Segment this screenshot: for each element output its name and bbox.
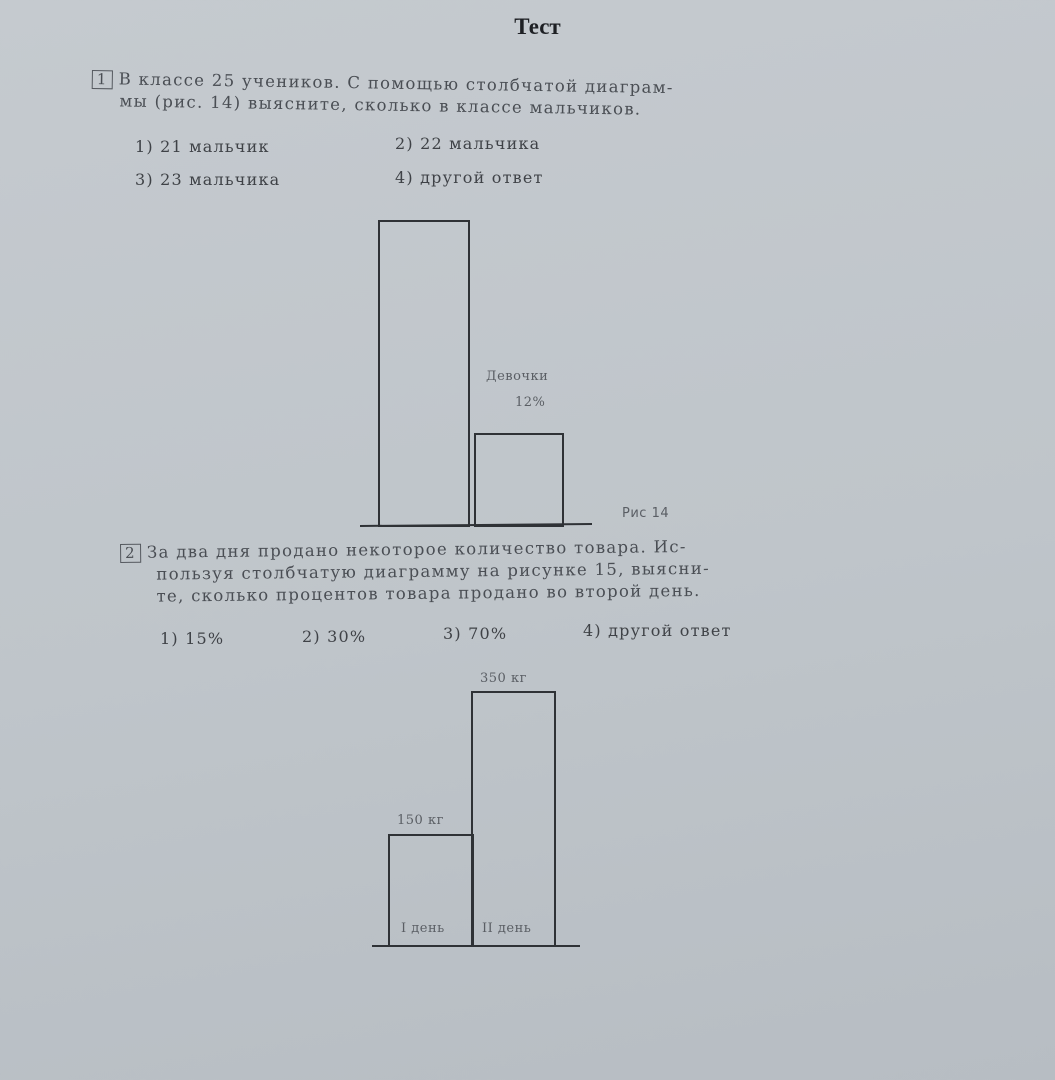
question-line: За два дня продано некоторое количество товара. Ис- [146,537,687,562]
question-2-text [120,536,710,608]
bar-boys [379,221,469,526]
figure-caption: Рис 14 [622,506,670,521]
answer-option: 3) 70% [443,624,508,643]
bar-value-day-2: 350 кг [480,671,527,686]
answer-option: 4) другой ответ [583,621,732,640]
page-title: Тест [514,14,561,39]
answer-option: 2) 30% [302,627,367,646]
bar-day-2 [472,692,555,946]
answer-option: 3) 23 мальчика [135,170,281,189]
answer-option: 2) 22 мальчика [395,134,541,153]
question-line: В классе 25 учеников. С помощью столбчатой диаграм- [118,69,674,98]
bar-girls [475,434,563,526]
question-line: пользуя столбчатую диаграмму на рисунке 15, выясни- [156,558,711,584]
question-line: мы (рис. 14) выясните, сколько в классе мальчиков. [119,91,642,119]
bar-value-day-1: 150 кг [397,813,444,828]
question-line: те, сколько процентов товара продано во второй день. [156,580,701,606]
question-number: 2 [120,544,141,563]
answer-option: 1) 15% [160,629,225,648]
answer-option: 1) 21 мальчик [135,137,270,156]
answer-option: 4) другой ответ [395,168,544,187]
bar-label-girls: Девочки [486,369,549,384]
bar-label-day-2: II день [482,921,532,936]
bar-value-girls: 12% [515,395,546,410]
question-number: 1 [92,70,113,89]
bar-label-day-1: I день [401,921,445,936]
